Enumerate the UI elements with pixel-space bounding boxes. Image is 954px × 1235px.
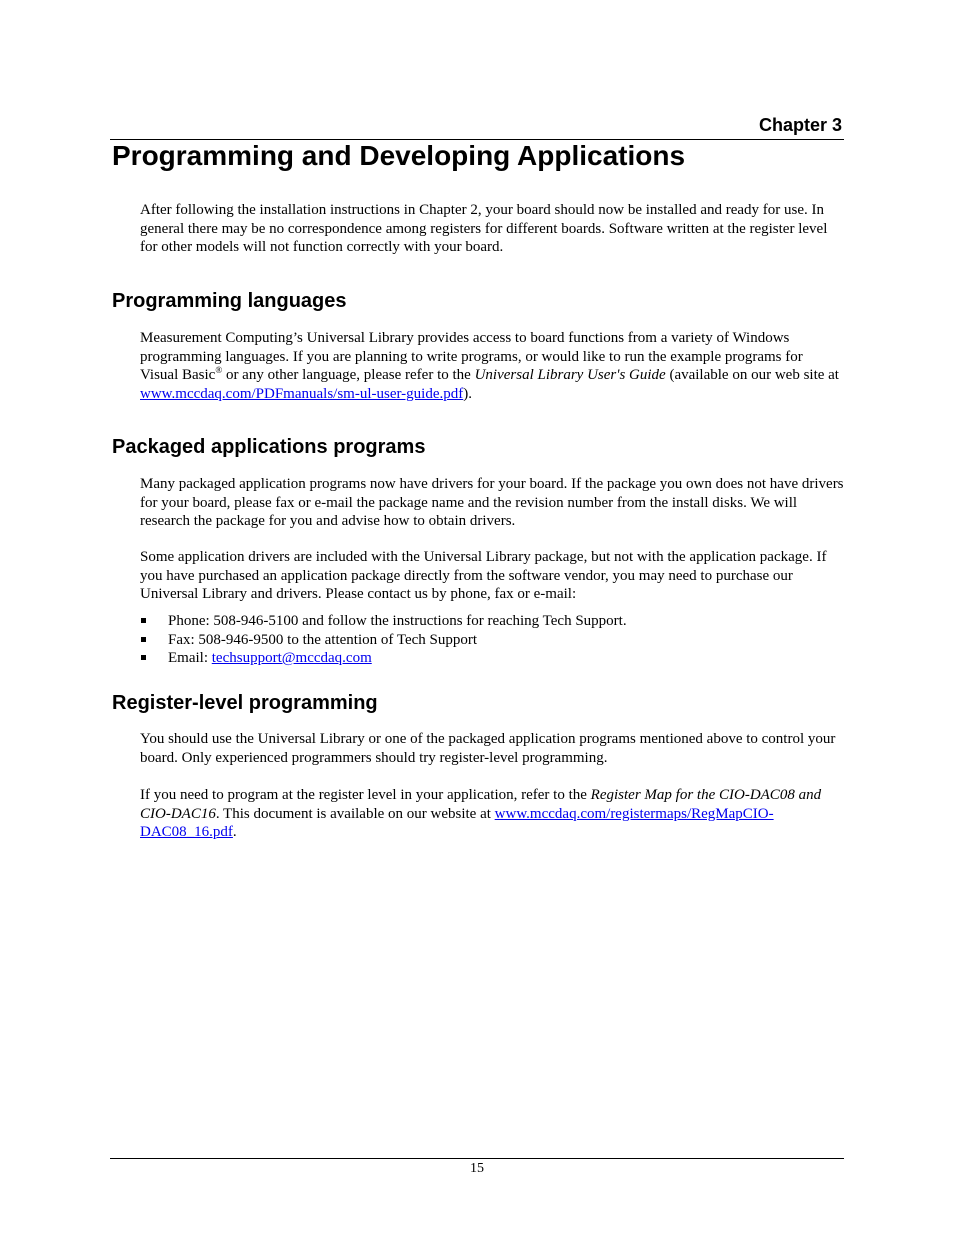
techsupport-email-link[interactable]: techsupport@mccdaq.com: [211, 650, 372, 666]
list-item-fax: [140, 631, 844, 650]
fax-text: Fax: 508-946-9500 to the attention of Tech Support: [168, 631, 478, 648]
ul-guide-title: Universal Library User's Guide: [474, 367, 666, 383]
heading-programming-languages: Programming languages: [112, 290, 347, 312]
ul-guide-link[interactable]: www.mccdaq.com/PDFmanuals/sm-ul-user-guide.pdf: [140, 385, 464, 402]
bullet-square-icon: [141, 655, 146, 660]
heading-register-level: Register-level programming: [112, 692, 378, 714]
registered-mark: ®: [215, 365, 223, 375]
languages-paragraph: [140, 329, 844, 403]
page-number: 15: [470, 1161, 484, 1176]
register-text-1: If you need to program at the register level in your application, refer to the: [140, 787, 591, 803]
packaged-paragraph-2: Some application drivers are included with the Universal Library package, but not with the application package. If you have purchased an application package directly from the software vendor, you may need to purchase our Universal Library and drivers. Please contact us by phone, fax or e-mail:: [140, 549, 827, 602]
languages-text-2: or any other language, please refer to the: [222, 367, 475, 383]
register-map-title: Register Map for the CIO-DAC08 and CIO-DAC16: [140, 787, 822, 822]
register-text-2: . This document is available on our website at: [215, 805, 495, 822]
chapter-label: Chapter 3: [758, 115, 842, 135]
bullet-square-icon: [141, 637, 146, 642]
contact-list: [140, 612, 844, 668]
register-paragraph-1: You should use the Universal Library or one of the packaged application programs mentioned above to control your board. Only experienced programmers should try register-level programming.: [140, 731, 836, 766]
bullet-square-icon: [141, 618, 146, 623]
languages-text-1: Measurement Computing’s Universal Library provides access to board functions from a variety of Windows programming languages. If you are planning to write programs, or would like to run the example programs for Visual Basic: [140, 330, 803, 383]
heading-packaged-applications: Packaged applications programs: [112, 436, 426, 458]
register-text-3: .: [232, 824, 237, 840]
list-item-email: [140, 649, 844, 668]
page-title: Programming and Developing Applications: [112, 140, 686, 171]
footer-rule: [110, 1158, 844, 1159]
languages-text-4: ).: [463, 385, 472, 402]
email-label: Email:: [168, 650, 212, 666]
register-map-link[interactable]: www.mccdaq.com/registermaps/RegMapCIO-DAC08_16.pdf: [140, 805, 774, 840]
packaged-paragraph-1: Many packaged application programs now have drivers for your board. If the package you own does not have drivers for your board, please fax or e-mail the package name and the revision number from the install disks. We will research the package for you and advise how to obtain drivers.: [140, 476, 844, 529]
list-item-phone: [140, 612, 844, 631]
register-paragraph-2: [140, 786, 844, 842]
languages-text-3: (available on our web site at: [665, 367, 839, 383]
phone-text: Phone: 508-946-5100 and follow the instructions for reaching Tech Support.: [168, 613, 627, 629]
intro-paragraph: After following the installation instructions in Chapter 2, your board should now be installed and ready for use. In general there may be no correspondence among registers for different boards. Software written at the register level for other models will not function correctly with your board.: [140, 202, 828, 255]
